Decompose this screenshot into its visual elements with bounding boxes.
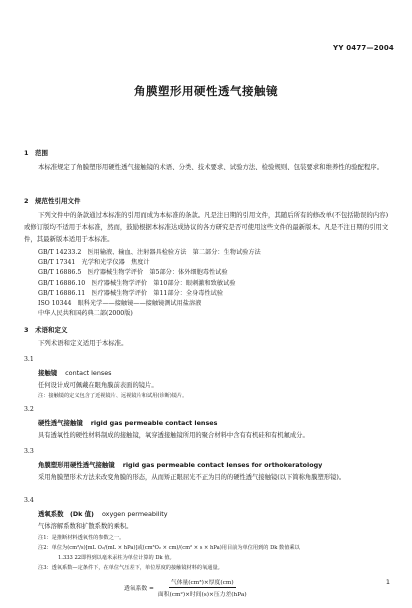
term-note: 注2：单位为(cm²/s)[mL O₂/(mL × hPa)]或(cm³O₂ × cm)/(cm² × s × hPa)用目前为单位用到的 Dk 数值乘以	[38, 545, 300, 551]
term-note: 注3：透氧系数—定条件下，在单位气压差下，单位厚度的接触镜材料的氧通量。	[38, 565, 223, 571]
term-heading	[24, 509, 392, 518]
formula-fraction	[158, 577, 247, 598]
term-note: 注1：是推断材料透氧性的参数之一。	[38, 535, 125, 541]
section-1-text: 本标准规定了角膜塑形用硬性透气接触镜的术语、分类、技术要求、试验方法、检验规则、包装要求和维养性的验配程序。	[38, 163, 384, 171]
document-title: 角膜塑形用硬性透气接触镜	[134, 84, 278, 98]
reference-item: GB/T 16886.11 医疗器械生物学评价 第11部分：全身毒性试验	[38, 289, 224, 297]
reference-item: 中华人民共和国药典二部(2000版)	[38, 310, 133, 318]
term-definition: 任何设计成可佩戴在眼角膜前表面的镜片。	[38, 382, 158, 389]
section-2-heading: 2 规范性引用文件	[24, 197, 81, 205]
section-1-heading: 1 范围	[24, 149, 49, 157]
reference-item: GB/T 16886.5 医疗器械生物学评价 第5部分：体外细胞毒性试验	[38, 269, 228, 277]
term-en: rigid gas permeable contact lenses	[90, 419, 218, 427]
normative-references-list	[24, 248, 392, 319]
page-number: 1	[385, 578, 390, 586]
term-heading	[24, 460, 392, 469]
formula-numerator: 气体量(cm³)×厚度(cm)	[169, 577, 236, 588]
reference-item: GB/T 17341 光学和光学仪器 焦度计	[38, 259, 150, 267]
reference-item: GB/T 16886.10 医疗器械生物学评价 第10部分：眼刺激和致敏试验	[38, 279, 236, 287]
term-zh: 接触镜	[38, 369, 58, 377]
term-note: 1.333 22即得到以毫米汞柱为单位计算的 Dk 值。	[58, 555, 175, 561]
term-definition: 采用角膜塑形术方法来改变角膜的形态，从而矫正眼屈光不正为目的的硬性透气接触镜(以下简称角膜塑形镜)。	[38, 474, 346, 481]
section-3-intro: 下列术语和定义适用于本标准。	[38, 339, 128, 347]
term-number: 3.1	[24, 356, 34, 363]
term-heading	[24, 368, 392, 377]
formula-lhs: 透氧系数 =	[124, 585, 154, 592]
term-en: contact lenses	[65, 369, 112, 377]
section-2-intro: 下列文件中的条款通过本标准的引用而成为本标准的条款。凡是注日期的引用文件，其随后所有的修改单(不包括勘误的内容)或修订版均不适用于本标准，然而，鼓励根据本标准达成协议的各方研究是否可使用这些文件的最新版本。凡是不注日期的引用文件，其最新版本适用于本标准。	[24, 211, 389, 243]
term-number: 3.2	[24, 406, 34, 413]
term-definition: 具有透氧性的硬性材料制成的接触镜，氧穿透接触镜所用的聚合材料中含有有机硅和有机氟成分。	[38, 432, 309, 439]
oxygen-permeability-formula	[124, 574, 344, 600]
term-en: rigid gas permeable contact lenses for orthokeratology	[122, 461, 323, 469]
term-zh: 角膜塑形用硬性透气接触镜	[38, 461, 115, 469]
reference-item: ISO 10344 眼科光学——接触镜——接触镜测试用盐溶液	[38, 300, 202, 308]
term-zh: 透氧系数 (Dk 值)	[38, 510, 94, 518]
formula-denominator: 面积(cm²)×时间(s)×压力差(hPa)	[157, 591, 247, 598]
term-definition: 气体溶解系数和扩散系数的乘积。	[38, 523, 133, 530]
term-note: 注：接触镜的定义包含了近视镜片、远视镜片和试用(诊断)镜片。	[38, 393, 188, 399]
standard-code: YY 0477—2004	[333, 44, 394, 52]
reference-item: GB/T 14233.2 医用输液、输血、注射器具检验方法 第二部分：生物试验方法	[38, 249, 261, 256]
section-3-heading: 3 术语和定义	[24, 326, 68, 334]
term-en: oxygen permeability	[101, 510, 168, 518]
term-number: 3.3	[24, 448, 34, 455]
term-heading	[24, 418, 392, 427]
term-number: 3.4	[24, 497, 34, 504]
term-zh: 硬性透气接触镜	[38, 419, 83, 427]
